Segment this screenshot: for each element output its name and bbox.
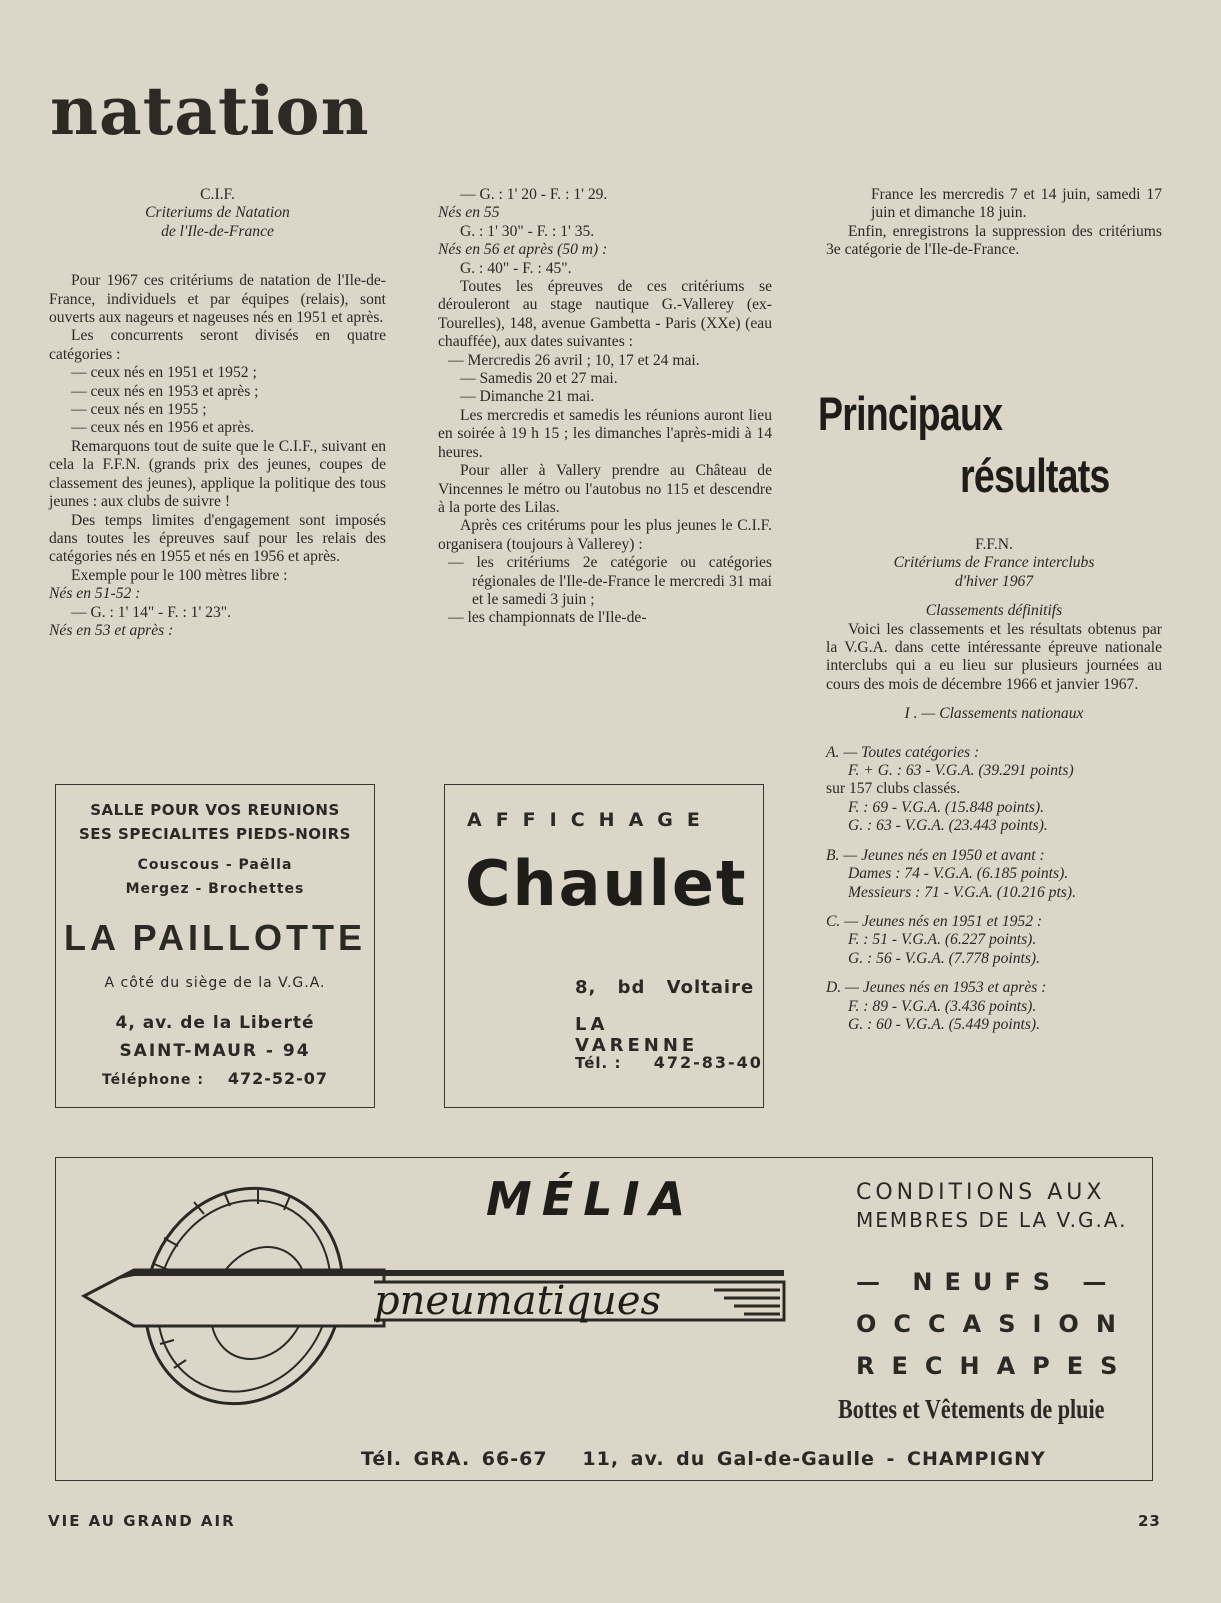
melia-brand: MÉLIA: [486, 1172, 696, 1226]
col2-paragraph-9: Après ces critérums pour les plus jeunes le C.I.F. organisera (toujours à Vallerey) :: [438, 517, 772, 553]
col3-paragraph-1: France les mercredis 7 et 14 juin, samedi 17 juin et dimanche 18 juin.: [871, 186, 1162, 222]
results-a-line: G. : 63 - V.G.A. (23.443 points).: [848, 817, 1048, 835]
results-heading-4: Classements définitifs: [925, 602, 1063, 620]
results-b-line: Messieurs : 71 - V.G.A. (10.216 pts).: [848, 883, 1076, 901]
footer-magazine-name: VIE AU GRAND AIR: [48, 1512, 236, 1530]
melia-line-4: OCCASION: [856, 1310, 1133, 1338]
paillotte-line-5: A côté du siège de la V.G.A.: [104, 975, 326, 991]
ad-chaulet: [444, 784, 764, 1108]
col1-paragraph-2: Les concurrents seront divisés en quatre catégories :: [49, 327, 386, 363]
melia-line-2: MEMBRES DE LA V.G.A.: [856, 1208, 1128, 1232]
col2-list-item: — Mercredis 26 avril ; 10, 17 et 24 mai.: [448, 351, 700, 369]
results-heading-3: d'hiver 1967: [954, 572, 1034, 590]
results-intro: Voici les classements et les résultats obtenus par la V.G.A. dans cette intéressante épreuve nationale interclubs qui a eu lieu sur plusieurs journées au cours des mois de décembre 1966 et janvier 1967.: [826, 620, 1162, 693]
column-2: [438, 186, 772, 628]
results-d-title: D. — Jeunes nés en 1953 et après :: [826, 979, 1047, 997]
col1-paragraph-3: Remarquons tout de suite que le C.I.F., suivant en cela la F.F.N. (grands prix des jeunes, coupes de classement des jeunes), applique la politique des tous jeunes : aux clubs de suivre !: [49, 437, 386, 511]
results-b-line: Dames : 74 - V.G.A. (6.185 points).: [848, 865, 1069, 883]
col1-list-item: — ceux nés en 1951 et 1952 ;: [71, 364, 257, 382]
paillotte-name: LA PAILLOTTE: [64, 917, 366, 958]
chaulet-phone: 472-83-40: [653, 1053, 763, 1072]
col2-paragraph-6: Toutes les épreuves de ces critériums se dérouleront au stage nautique G.-Vallerey (ex-Tourelles), 148, avenue Gambetta - Paris (XXe) (eau chauffée), aux dates suivantes :: [438, 278, 772, 351]
col2-paragraph-7: Les mercredis et samedis les réunions auront lieu en soirée à 19 h 15 ; les dimanches l'après-midi à 14 heures.: [438, 406, 772, 461]
col2-list-item: — Dimanche 21 mai.: [460, 388, 595, 406]
col3-paragraph-2: Enfin, enregistrons la suppression des critériums 3e catégorie de l'Ile-de-France.: [826, 222, 1162, 259]
ad-melia: [55, 1157, 1153, 1481]
paillotte-line-2: SES SPECIALITES PIEDS-NOIRS: [78, 825, 351, 843]
paillotte-phone: 472-52-07: [227, 1069, 329, 1088]
paillotte-phone-label: Téléphone :: [101, 1072, 204, 1088]
melia-script: pneumatiques: [374, 1278, 662, 1324]
chaulet-address-1: 8, bd Voltaire: [575, 977, 755, 998]
headline-resultats: résultats: [960, 449, 1110, 502]
col1-paragraph-8: Nés en 53 et après :: [49, 621, 174, 639]
col1-paragraph-1: Pour 1967 ces critériums de natation de l'Ile-de-France, individuels et par équipes (relais), sont ouverts aux nageurs et nageuses nés en 1951 et après.: [49, 272, 386, 327]
col1-list-item: — ceux nés en 1955 ;: [71, 401, 207, 419]
paillotte-phone-row: [56, 1069, 374, 1088]
results-b-title: B. — Jeunes nés en 1950 et avant :: [826, 846, 1045, 864]
headline-principaux: Principaux: [818, 387, 1003, 440]
col2-list-item: — les critériums 2e catégorie ou catégories régionales de l'Ile-de-France le mercredi 31 mai et le samedi 3 juin ;: [448, 554, 772, 608]
col2-paragraph-2: Nés en 55: [438, 204, 500, 222]
col2-paragraph-5: G. : 40" - F. : 45".: [460, 259, 572, 277]
results-block: [826, 536, 1162, 1034]
col2-paragraph-4: Nés en 56 et après (50 m) :: [438, 241, 608, 259]
results-d-line: F. : 89 - V.G.A. (3.436 points).: [848, 997, 1037, 1015]
results-d-line: G. : 60 - V.G.A. (5.449 points).: [848, 1015, 1041, 1033]
col1-heading-2: Criteriums de Natation: [145, 204, 290, 222]
results-a-line: sur 157 clubs classés.: [826, 780, 961, 798]
col1-paragraph-5: Exemple pour le 100 mètres libre :: [71, 566, 288, 584]
column-3: [826, 186, 1162, 260]
results-a-title: A. — Toutes catégories :: [826, 743, 980, 761]
col2-paragraph-3: G. : 1' 30" - F. : 1' 35.: [460, 222, 595, 240]
paillotte-line-4: Mergez - Brochettes: [125, 881, 305, 897]
col2-list-item: — Samedis 20 et 27 mai.: [460, 370, 618, 388]
results-c-line: G. : 56 - V.G.A. (7.778 points).: [848, 949, 1041, 967]
col1-heading-1: C.I.F.: [200, 186, 235, 203]
section-title: natation: [50, 72, 370, 150]
paillotte-line-3: Couscous - Paëlla: [137, 857, 293, 873]
footer-page-number: 23: [1138, 1512, 1161, 1530]
col1-list-item: — ceux nés en 1956 et après.: [71, 419, 255, 437]
results-heading-1: F.F.N.: [975, 536, 1013, 553]
results-c-line: F. : 51 - V.G.A. (6.227 points).: [848, 931, 1037, 949]
melia-line-1: CONDITIONS AUX: [856, 1180, 1106, 1205]
chaulet-line-1: AFFICHAGE: [467, 809, 714, 831]
col2-paragraph-1: — G. : 1' 20 - F. : 1' 29.: [460, 186, 608, 203]
paillotte-address-2: SAINT-MAUR - 94: [119, 1041, 311, 1061]
melia-bottom-line: Tél. GRA. 66-67 11, av. du Gal-de-Gaulle - CHAMPIGNY: [361, 1448, 1046, 1470]
melia-line-5: RECHAPES: [856, 1352, 1135, 1380]
chaulet-phone-label: Tél. :: [575, 1054, 622, 1072]
results-heading-5: I . — Classements nationaux: [904, 705, 1084, 723]
ad-la-paillotte: [55, 784, 375, 1108]
results-heading-2: Critériums de France interclubs: [893, 554, 1095, 572]
melia-line-3: — NEUFS —: [856, 1268, 1119, 1296]
chaulet-phone-row: [575, 1053, 763, 1072]
col2-paragraph-8: Pour aller à Vallery prendre au Château de Vincennes le métro ou l'autobus no 115 et descendre à la porte des Lilas.: [438, 462, 772, 516]
results-a-line: F. : 69 - V.G.A. (15.848 points).: [848, 798, 1045, 816]
chaulet-address-2: LA VARENNE: [575, 1014, 699, 1056]
melia-line-6: Bottes et Vêtements de pluie: [838, 1394, 1105, 1424]
col1-paragraph-7: — G. : 1' 14" - F. : 1' 23".: [71, 603, 232, 621]
col2-list-item: — les championnats de l'Ile-de-: [448, 609, 647, 627]
col1-heading-3: de l'Ile-de-France: [161, 222, 274, 240]
col1-list-item: — ceux nés en 1953 et après ;: [71, 382, 259, 400]
paillotte-address-1: 4, av. de la Liberté: [115, 1013, 315, 1033]
chaulet-name: Chaulet: [465, 847, 748, 920]
results-a-line: F. + G. : 63 - V.G.A. (39.291 points): [848, 762, 1074, 780]
col1-paragraph-6: Nés en 51-52 :: [49, 585, 141, 603]
col1-paragraph-4: Des temps limites d'engagement sont imposés dans toutes les épreuves sauf pour les relais des catégories nés en 1955 et nés en 1956 et après.: [49, 511, 386, 566]
results-c-title: C. — Jeunes nés en 1951 et 1952 :: [826, 912, 1043, 930]
column-1: [49, 186, 386, 640]
paillotte-line-1: SALLE POUR VOS REUNIONS: [90, 801, 340, 819]
